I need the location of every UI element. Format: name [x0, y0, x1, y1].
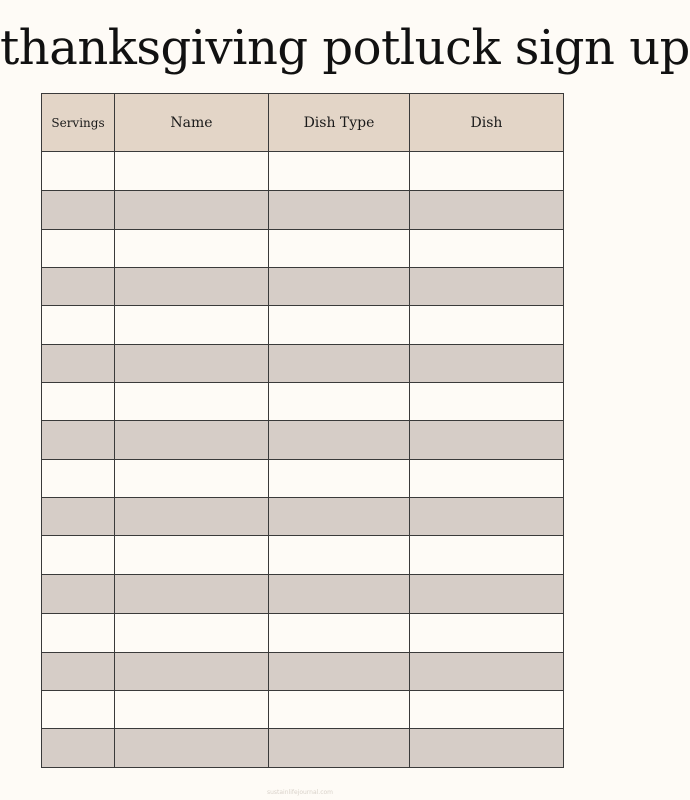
- table-row: [42, 383, 564, 421]
- table-row: [42, 152, 564, 191]
- servings-cell[interactable]: [42, 653, 115, 691]
- page-title: thanksgiving potluck sign up: [0, 20, 690, 76]
- name-cell[interactable]: [115, 498, 269, 536]
- dish-type-cell[interactable]: [269, 575, 410, 614]
- dish-cell[interactable]: [410, 536, 564, 575]
- header-row: [42, 94, 564, 152]
- dish-type-cell[interactable]: [269, 460, 410, 498]
- dish-type-cell[interactable]: [269, 691, 410, 729]
- table-row: [42, 268, 564, 306]
- servings-cell[interactable]: [42, 191, 115, 230]
- servings-cell[interactable]: [42, 614, 115, 653]
- dish-cell[interactable]: [410, 306, 564, 345]
- dish-type-cell[interactable]: [269, 191, 410, 230]
- dish-type-cell[interactable]: [269, 653, 410, 691]
- servings-cell[interactable]: [42, 230, 115, 268]
- name-cell[interactable]: [115, 575, 269, 614]
- name-cell[interactable]: [115, 230, 269, 268]
- name-cell[interactable]: [115, 152, 269, 191]
- servings-cell[interactable]: [42, 498, 115, 536]
- servings-cell[interactable]: [42, 383, 115, 421]
- dish-type-cell[interactable]: [269, 152, 410, 191]
- dish-cell[interactable]: [410, 268, 564, 306]
- dish-cell[interactable]: [410, 152, 564, 191]
- name-cell[interactable]: [115, 460, 269, 498]
- servings-cell[interactable]: [42, 268, 115, 306]
- dish-cell[interactable]: [410, 230, 564, 268]
- name-cell[interactable]: [115, 729, 269, 768]
- servings-cell[interactable]: [42, 152, 115, 191]
- dish-type-cell[interactable]: [269, 421, 410, 460]
- table-row: [42, 230, 564, 268]
- dish-cell[interactable]: [410, 575, 564, 614]
- name-cell[interactable]: [115, 191, 269, 230]
- servings-cell[interactable]: [42, 460, 115, 498]
- footer-credit: sustainlifejournal.com: [266, 789, 334, 796]
- servings-cell[interactable]: [42, 575, 115, 614]
- dish-cell[interactable]: [410, 191, 564, 230]
- name-cell[interactable]: [115, 536, 269, 575]
- dish-cell[interactable]: [410, 421, 564, 460]
- name-cell[interactable]: [115, 691, 269, 729]
- dish-type-cell[interactable]: [269, 268, 410, 306]
- dish-type-cell[interactable]: [269, 306, 410, 345]
- dish-type-cell[interactable]: [269, 729, 410, 768]
- table-row: [42, 575, 564, 614]
- table-row: [42, 306, 564, 345]
- dish-cell[interactable]: [410, 498, 564, 536]
- table-row: [42, 498, 564, 536]
- dish-cell[interactable]: [410, 691, 564, 729]
- dish-cell[interactable]: [410, 653, 564, 691]
- servings-cell[interactable]: [42, 691, 115, 729]
- servings-cell[interactable]: [42, 345, 115, 383]
- table-row: [42, 345, 564, 383]
- dish-cell[interactable]: [410, 460, 564, 498]
- name-cell[interactable]: [115, 383, 269, 421]
- table-row: [42, 536, 564, 575]
- table-row: [42, 460, 564, 498]
- dish-type-cell[interactable]: [269, 345, 410, 383]
- dish-cell[interactable]: [410, 729, 564, 768]
- name-cell[interactable]: [115, 268, 269, 306]
- servings-cell[interactable]: [42, 729, 115, 768]
- header-dish-type: Dish Type: [269, 94, 410, 152]
- dish-cell[interactable]: [410, 614, 564, 653]
- dish-type-cell[interactable]: [269, 230, 410, 268]
- name-cell[interactable]: [115, 614, 269, 653]
- name-cell[interactable]: [115, 653, 269, 691]
- dish-type-cell[interactable]: [269, 383, 410, 421]
- name-cell[interactable]: [115, 421, 269, 460]
- servings-cell[interactable]: [42, 536, 115, 575]
- table-row: [42, 191, 564, 230]
- table-row: [42, 729, 564, 768]
- dish-cell[interactable]: [410, 383, 564, 421]
- name-cell[interactable]: [115, 306, 269, 345]
- table-row: [42, 653, 564, 691]
- name-cell[interactable]: [115, 345, 269, 383]
- table-row: [42, 614, 564, 653]
- dish-type-cell[interactable]: [269, 614, 410, 653]
- signup-table: [41, 93, 564, 768]
- servings-cell[interactable]: [42, 421, 115, 460]
- servings-cell[interactable]: [42, 306, 115, 345]
- dish-cell[interactable]: [410, 345, 564, 383]
- header-name: Name: [115, 94, 269, 152]
- dish-type-cell[interactable]: [269, 498, 410, 536]
- header-dish: Dish: [410, 94, 564, 152]
- table-row: [42, 421, 564, 460]
- header-servings: Servings: [42, 94, 115, 152]
- dish-type-cell[interactable]: [269, 536, 410, 575]
- table-row: [42, 691, 564, 729]
